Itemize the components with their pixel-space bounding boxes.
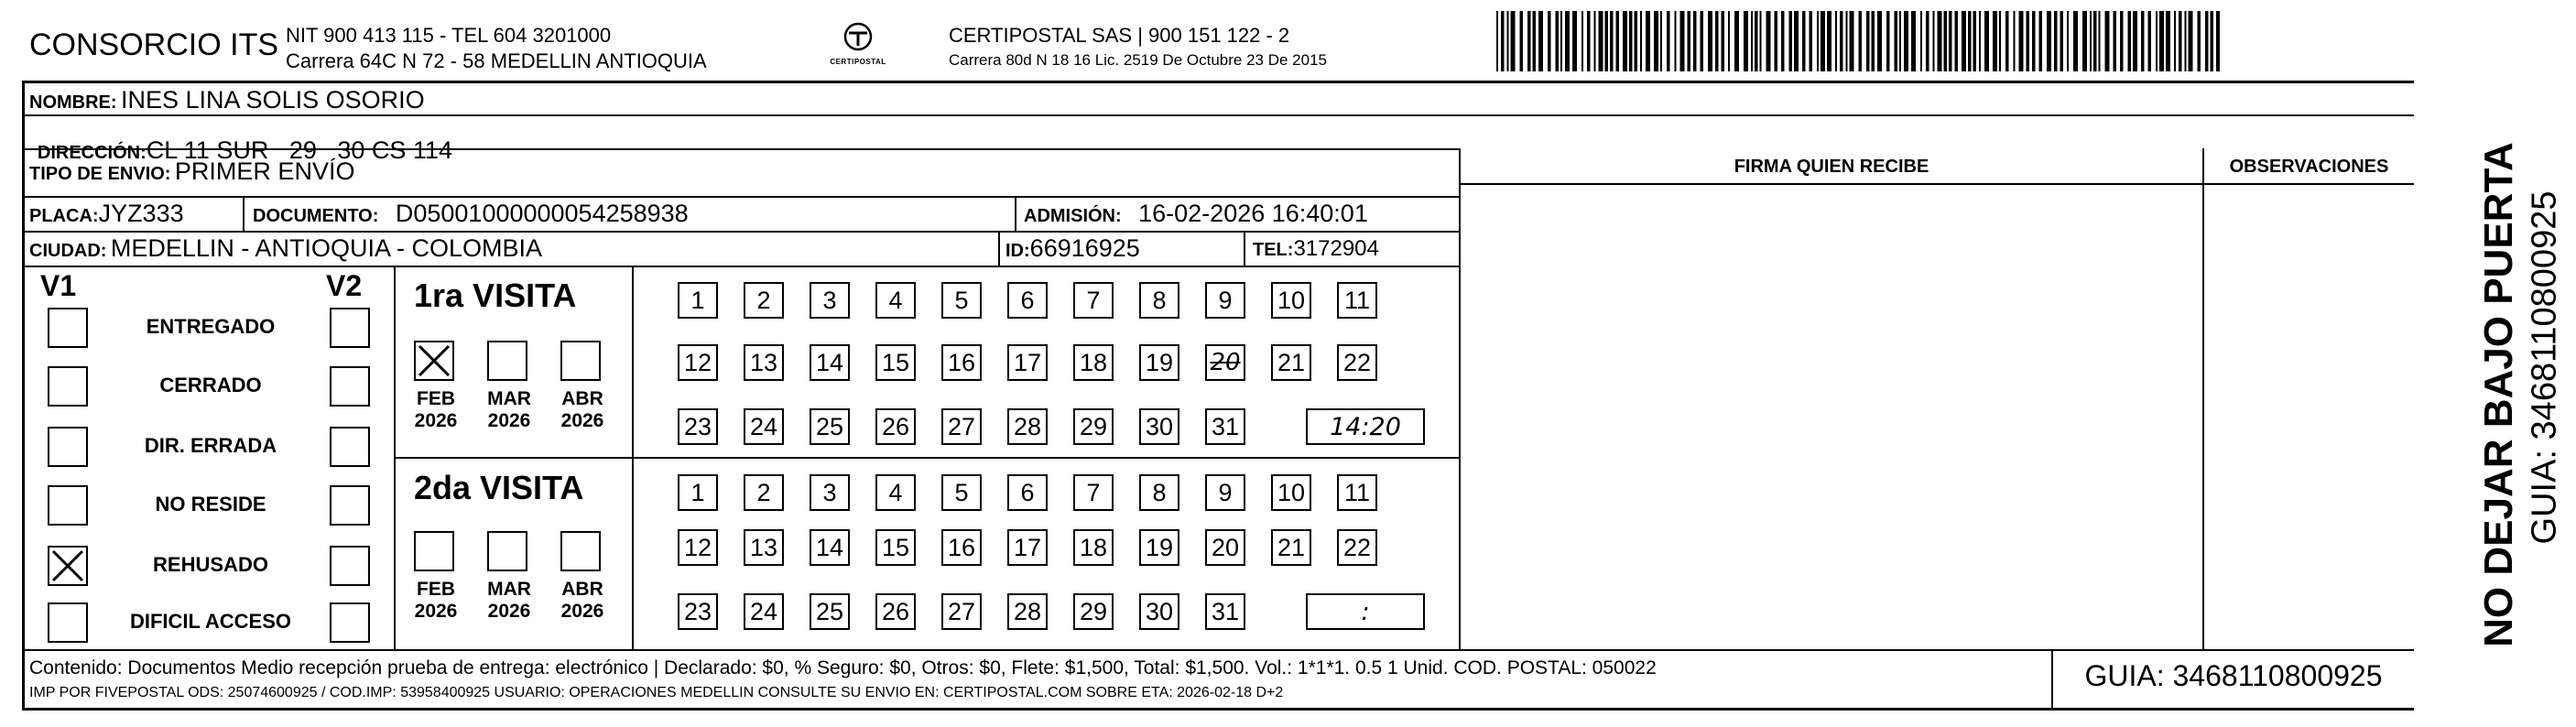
barcode-bar (1520, 11, 1524, 71)
visit2-title: 2da VISITA (414, 469, 584, 506)
barcode-bar (1904, 11, 1908, 71)
visit2-day-box[interactable]: 6 (1007, 474, 1048, 511)
barcode-bar (1646, 11, 1650, 71)
visit2-day-box[interactable]: 9 (1205, 474, 1245, 511)
barcode-bar (2099, 11, 2101, 71)
barcode-bar (1835, 11, 1837, 71)
barcode-bar (1944, 11, 1948, 71)
barcode-bar (2005, 11, 2009, 71)
visit2-month-checkbox[interactable] (414, 531, 454, 571)
v1-checkbox[interactable] (48, 602, 88, 643)
name-value: INES LINA SOLIS OSORIO (121, 86, 425, 114)
company-address: Carrera 64C N 72 - 58 MEDELLIN ANTIOQUIA (286, 49, 707, 72)
status-option-label: DIFICIL ACCESO (129, 610, 291, 633)
barcode-bar (1680, 11, 1685, 71)
city-label: CIUDAD: (29, 241, 107, 261)
barcode-bar (2105, 11, 2110, 71)
visit1-day-box[interactable]: 27 (941, 408, 982, 445)
barcode-bar (1594, 11, 1596, 71)
visit2-day-box[interactable]: 23 (678, 593, 718, 630)
barcode-bar (1623, 11, 1627, 71)
barcode-bar (2093, 11, 2097, 71)
visit2-day-box[interactable]: 3 (810, 474, 850, 511)
visit2-day-box[interactable]: 8 (1139, 474, 1179, 511)
barcode-bar (2211, 11, 2214, 71)
observations-header: OBSERVACIONES (2229, 157, 2389, 177)
visit2-day-box[interactable]: 4 (875, 474, 916, 511)
visit1-day-box[interactable]: 14 (810, 344, 850, 381)
visit1-day-box[interactable]: 19 (1139, 344, 1179, 381)
barcode-bar (2032, 11, 2036, 71)
plate-value: JYZ333 (98, 200, 184, 227)
barcode-bar (1895, 11, 1898, 71)
visit2-day-box[interactable]: 18 (1073, 529, 1114, 566)
barcode-bar (1587, 11, 1591, 71)
v2-checkbox[interactable] (330, 308, 370, 348)
barcode-bar (1968, 11, 1972, 71)
document-cell (253, 200, 689, 228)
barcode-bar (2027, 11, 2030, 71)
barcode-bar (1973, 11, 1977, 71)
visit2-year-label: 2026 (414, 601, 458, 622)
barcode-bar (2090, 11, 2092, 71)
visit1-day-box[interactable]: 6 (1007, 282, 1048, 319)
visit1-month-label: ABR (561, 388, 603, 409)
status-option-label: CERRADO (159, 374, 262, 396)
barcode-bar (2166, 11, 2170, 71)
barcode-bar (1846, 11, 1848, 71)
barcode-bar (1938, 11, 1942, 71)
id-value: 66916925 (1029, 234, 1140, 262)
barcode-bar (2114, 11, 2117, 71)
barcode-bar (1993, 11, 1997, 71)
document-value: D05001000000054258938 (395, 200, 689, 227)
visit2-day-box[interactable]: 17 (1007, 529, 1048, 566)
barcode-bar (2205, 11, 2209, 71)
barcode-bar (1693, 11, 1697, 71)
visit1-time-box[interactable]: 14:20 (1306, 408, 1425, 445)
barcode-bar (1507, 11, 1509, 71)
visit1-day-box[interactable]: 30 (1139, 408, 1179, 445)
visit2-year-label: 2026 (487, 601, 531, 622)
barcode-bar (2148, 11, 2152, 71)
barcode-bar (2082, 11, 2087, 71)
barcode-bar (1688, 11, 1691, 71)
observations-area[interactable] (2204, 185, 2414, 648)
visit1-day-box[interactable]: 8 (1139, 282, 1179, 319)
barcode-bar (1755, 11, 1758, 71)
print-line: IMP POR FIVEPOSTAL ODS: 25074600925 / COD.IMP: 53958400925 USUARIO: OPERACIONES MEDELLIN CONSULTE SU ENVIO EN: CERTIPOSTAL.COM SOBRE ETA: 2026-02-18 D+2 (29, 685, 1284, 700)
v1-checkbox[interactable] (48, 546, 88, 586)
barcode-bar (2067, 11, 2069, 71)
visit1-day-box[interactable]: 28 (1007, 408, 1048, 445)
barcode-bar (2133, 11, 2137, 71)
visit2-day-box[interactable]: 1 (678, 474, 718, 511)
status-option-label: ENTREGADO (146, 315, 276, 338)
visit2-day-box[interactable]: 7 (1073, 474, 1114, 511)
barcode-bar (1667, 11, 1670, 71)
status-option-label: REHUSADO (153, 553, 268, 576)
company-name: CONSORCIO ITS (29, 27, 279, 62)
barcode-bar (2189, 11, 2193, 71)
visit1-day-box[interactable]: 2 (744, 282, 784, 319)
visit2-year-label: 2026 (560, 601, 604, 622)
visit2-day-box[interactable]: 5 (941, 474, 982, 511)
visit2-day-box[interactable]: 24 (744, 593, 784, 630)
v2-checkbox[interactable] (330, 366, 370, 407)
status-option-label: NO RESIDE (155, 493, 266, 515)
barcode-bar (1501, 11, 1505, 71)
barcode-bar (1511, 11, 1516, 71)
side-text (2421, 82, 2564, 711)
v2-label: V2 (326, 269, 363, 302)
visit2-day-box[interactable]: 10 (1271, 474, 1311, 511)
send-type-label: TIPO DE ENVIO: (29, 164, 171, 184)
barcode-bar (1794, 11, 1799, 71)
barcode-bar (1496, 11, 1498, 71)
visit2-day-box[interactable]: 14 (810, 529, 850, 566)
barcode-bar (1933, 11, 1935, 71)
visit1-day-box[interactable]: 5 (941, 282, 982, 319)
send-type-value: PRIMER ENVÍO (174, 157, 355, 185)
barcode-bar (1955, 11, 1959, 71)
certipostal-logo-icon (840, 22, 876, 53)
visit2-day-box[interactable]: 25 (810, 593, 850, 630)
barcode-bar (1920, 11, 1922, 71)
visit1-day-box[interactable]: 16 (941, 344, 982, 381)
visit2-day-box[interactable]: 26 (875, 593, 916, 630)
barcode-bar (1605, 11, 1609, 71)
v1-checkbox[interactable] (48, 427, 88, 467)
city-cell (29, 234, 542, 263)
name-label: NOMBRE: (29, 92, 117, 113)
barcode-bar (2120, 11, 2124, 71)
v2-checkbox[interactable] (330, 602, 370, 643)
visit2-day-box[interactable]: 11 (1337, 474, 1377, 511)
send-type-row (29, 157, 354, 186)
tel-cell (1253, 236, 1379, 262)
visit1-day-box[interactable]: 12 (678, 344, 718, 381)
barcode-bar (1701, 11, 1704, 71)
carrier-line: CERTIPOSTAL SAS | 900 151 122 - 2 (949, 24, 1290, 47)
visit1-day-box[interactable]: 22 (1337, 344, 1377, 381)
barcode-bar (2019, 11, 2024, 71)
barcode-bar (1728, 11, 1730, 71)
visit1-month-label: FEB (417, 388, 455, 409)
visit2-day-box[interactable]: 29 (1073, 593, 1114, 630)
barcode-bar (1635, 11, 1638, 71)
barcode-bar (1827, 11, 1831, 71)
barcode-bar (1775, 11, 1778, 71)
visit2-day-box[interactable]: 2 (744, 474, 784, 511)
visit1-day-box[interactable]: 21 (1271, 344, 1311, 381)
barcode-bar (1817, 11, 1819, 71)
name-row (29, 86, 425, 114)
visit2-month-checkbox[interactable] (560, 531, 601, 571)
address-label: DIRECCIÓN: (37, 143, 147, 163)
barcode-bar (1708, 11, 1712, 71)
barcode-bar (1926, 11, 1929, 71)
side-warning: NO DEJAR BAJO PUERTA (2476, 142, 2521, 647)
visit2-day-box[interactable]: 12 (678, 529, 718, 566)
plate-label: PLACA: (29, 206, 99, 226)
visit2-day-box[interactable]: 13 (744, 529, 784, 566)
barcode-bar (1840, 11, 1843, 71)
visit1-day-box[interactable]: 26 (875, 408, 916, 445)
v1-checkbox[interactable] (48, 366, 88, 407)
barcode-bar (2159, 11, 2164, 71)
barcode-bar (1640, 11, 1642, 71)
barcode-bar (1734, 11, 1739, 71)
visit1-day-box[interactable]: 7 (1073, 282, 1114, 319)
tel-label: TEL: (1253, 240, 1294, 260)
v1-label: V1 (40, 269, 77, 302)
visit1-day-box[interactable]: 3 (810, 282, 850, 319)
visit1-year-label: 2026 (560, 410, 604, 431)
barcode-bar (2174, 11, 2176, 71)
barcode-bar (1654, 11, 1658, 71)
document-label: DOCUMENTO: (253, 206, 379, 226)
barcode-bar (1599, 11, 1603, 71)
visit1-day-box[interactable]: 23 (678, 408, 718, 445)
visit1-day-box[interactable]: 24 (744, 408, 784, 445)
visit1-month-label: MAR (487, 388, 531, 409)
visit2-day-box[interactable]: 20 (1205, 529, 1245, 566)
barcode-bar (1629, 11, 1633, 71)
barcode (1496, 11, 2220, 71)
visit1-day-box[interactable]: 20 (1205, 344, 1245, 381)
barcode-bar (1675, 11, 1677, 71)
visit1-day-box[interactable]: 13 (744, 344, 784, 381)
barcode-bar (2128, 11, 2132, 71)
barcode-bar (2054, 11, 2058, 71)
signature-area[interactable] (1461, 185, 2202, 648)
visit2-month-label: MAR (487, 579, 531, 600)
barcode-bar (1660, 11, 1662, 71)
v2-checkbox[interactable] (330, 427, 370, 467)
barcode-bar (1616, 11, 1620, 71)
barcode-bar (1527, 11, 1531, 71)
barcode-bar (1722, 11, 1725, 71)
barcode-bar (1533, 11, 1537, 71)
barcode-bar (1751, 11, 1753, 71)
barcode-bar (1949, 11, 1952, 71)
visit2-day-box[interactable]: 31 (1205, 593, 1245, 630)
visit1-day-box[interactable]: 9 (1205, 282, 1245, 319)
barcode-bar (1572, 11, 1577, 71)
barcode-bar (1548, 11, 1551, 71)
id-label: ID: (1005, 241, 1030, 261)
admission-cell (1024, 200, 1368, 228)
barcode-bar (1760, 11, 1762, 71)
barcode-bar (1560, 11, 1562, 71)
v2-checkbox[interactable] (330, 546, 370, 586)
barcode-bar (1984, 11, 1989, 71)
content-line: Contenido: Documentos Medio recepción prueba de entrega: electrónico | Declarado: $0, % Seguro: $0, Otros: $0, Flete: $1,500, Total: $1,500. Vol.: 1*1*1. 0.5 1 Unid. COD. POSTAL: 050022 (29, 657, 1657, 678)
barcode-bar (1781, 11, 1785, 71)
barcode-bar (2179, 11, 2182, 71)
barcode-bar (1610, 11, 1614, 71)
visit2-day-box[interactable]: 22 (1337, 529, 1377, 566)
barcode-bar (1911, 11, 1916, 71)
admission-value: 16-02-2026 16:40:01 (1138, 200, 1368, 227)
visit1-month-checkbox[interactable] (414, 341, 454, 381)
visit2-day-box[interactable]: 28 (1007, 593, 1048, 630)
visit2-day-box[interactable]: 19 (1139, 529, 1179, 566)
barcode-bar (1802, 11, 1806, 71)
barcode-bar (2060, 11, 2064, 71)
visit1-day-box[interactable]: 1 (678, 282, 718, 319)
visit1-year-label: 2026 (487, 410, 531, 431)
side-guia: GUIA: 3468110800925 (2525, 190, 2564, 545)
barcode-bar (1999, 11, 2001, 71)
barcode-bar (1886, 11, 1890, 71)
barcode-bar (2185, 11, 2187, 71)
barcode-bar (1899, 11, 1901, 71)
visit1-month-checkbox[interactable] (560, 341, 601, 381)
barcode-bar (1979, 11, 1981, 71)
id-cell (1005, 234, 1140, 263)
certipostal-logo (808, 22, 908, 73)
visit1-year-label: 2026 (414, 410, 458, 431)
visit1-title: 1ra VISITA (414, 277, 577, 314)
barcode-bar (1859, 11, 1863, 71)
barcode-bar (1565, 11, 1570, 71)
barcode-bar (1821, 11, 1825, 71)
barcode-bar (1744, 11, 1748, 71)
barcode-bar (2039, 11, 2043, 71)
visit2-day-box[interactable]: 21 (1271, 529, 1311, 566)
barcode-bar (1581, 11, 1583, 71)
barcode-bar (1766, 11, 1771, 71)
visit1-day-box[interactable]: 4 (875, 282, 916, 319)
signature-header: FIRMA QUIEN RECIBE (1734, 157, 1929, 177)
barcode-bar (2141, 11, 2145, 71)
barcode-bar (1538, 11, 1543, 71)
visit1-day-box[interactable]: 11 (1337, 282, 1377, 319)
visit2-time-box[interactable]: : (1306, 593, 1425, 630)
tel-value: 3172904 (1293, 236, 1379, 261)
visit1-day-box[interactable]: 18 (1073, 344, 1114, 381)
barcode-bar (2216, 11, 2220, 71)
visit1-day-box[interactable]: 29 (1073, 408, 1114, 445)
status-option-label: DIR. ERRADA (144, 434, 277, 457)
barcode-bar (1872, 11, 1875, 71)
visit1-day-box[interactable]: 10 (1271, 282, 1311, 319)
visit1-day-box[interactable]: 31 (1205, 408, 1245, 445)
visit2-month-label: ABR (561, 579, 603, 600)
visit2-month-checkbox[interactable] (487, 531, 527, 571)
barcode-bar (1866, 11, 1870, 71)
barcode-bar (1877, 11, 1882, 71)
barcode-bar (2014, 11, 2016, 71)
logo-caption: CERTIPOSTAL (830, 58, 886, 66)
v1-checkbox[interactable] (48, 485, 88, 526)
visit1-day-box[interactable]: 25 (810, 408, 850, 445)
visit1-day-box[interactable]: 15 (875, 344, 916, 381)
barcode-bar (1715, 11, 1719, 71)
visit2-month-label: FEB (417, 579, 455, 600)
footer-guia: GUIA: 3468110800925 (2084, 659, 2383, 692)
barcode-bar (1556, 11, 1560, 71)
barcode-bar (1789, 11, 1793, 71)
visit1-day-box[interactable]: 17 (1007, 344, 1048, 381)
visit2-day-box[interactable]: 15 (875, 529, 916, 566)
city-value: MEDELLIN - ANTIOQUIA - COLOMBIA (110, 234, 542, 262)
barcode-bar (2198, 11, 2201, 71)
visit2-day-box[interactable]: 27 (941, 593, 982, 630)
barcode-bar (2156, 11, 2158, 71)
barcode-bar (2047, 11, 2051, 71)
visit2-day-box[interactable]: 16 (941, 529, 982, 566)
v1-checkbox[interactable] (48, 308, 88, 348)
carrier-address: Carrera 80d N 18 16 Lic. 2519 De Octubre 23 De 2015 (949, 51, 1327, 69)
plate-cell (29, 200, 184, 228)
barcode-bar (2073, 11, 2078, 71)
visit1-month-checkbox[interactable] (487, 341, 527, 381)
address-value: CL 11 SUR 29 30 CS 114 (146, 136, 452, 164)
v2-checkbox[interactable] (330, 485, 370, 526)
barcode-bar (1810, 11, 1813, 71)
barcode-bar (1850, 11, 1854, 71)
company-nit: NIT 900 413 115 - TEL 604 3201000 (286, 24, 612, 47)
barcode-bar (1962, 11, 1966, 71)
visit2-day-box[interactable]: 30 (1139, 593, 1179, 630)
admission-label: ADMISIÓN: (1024, 206, 1122, 226)
